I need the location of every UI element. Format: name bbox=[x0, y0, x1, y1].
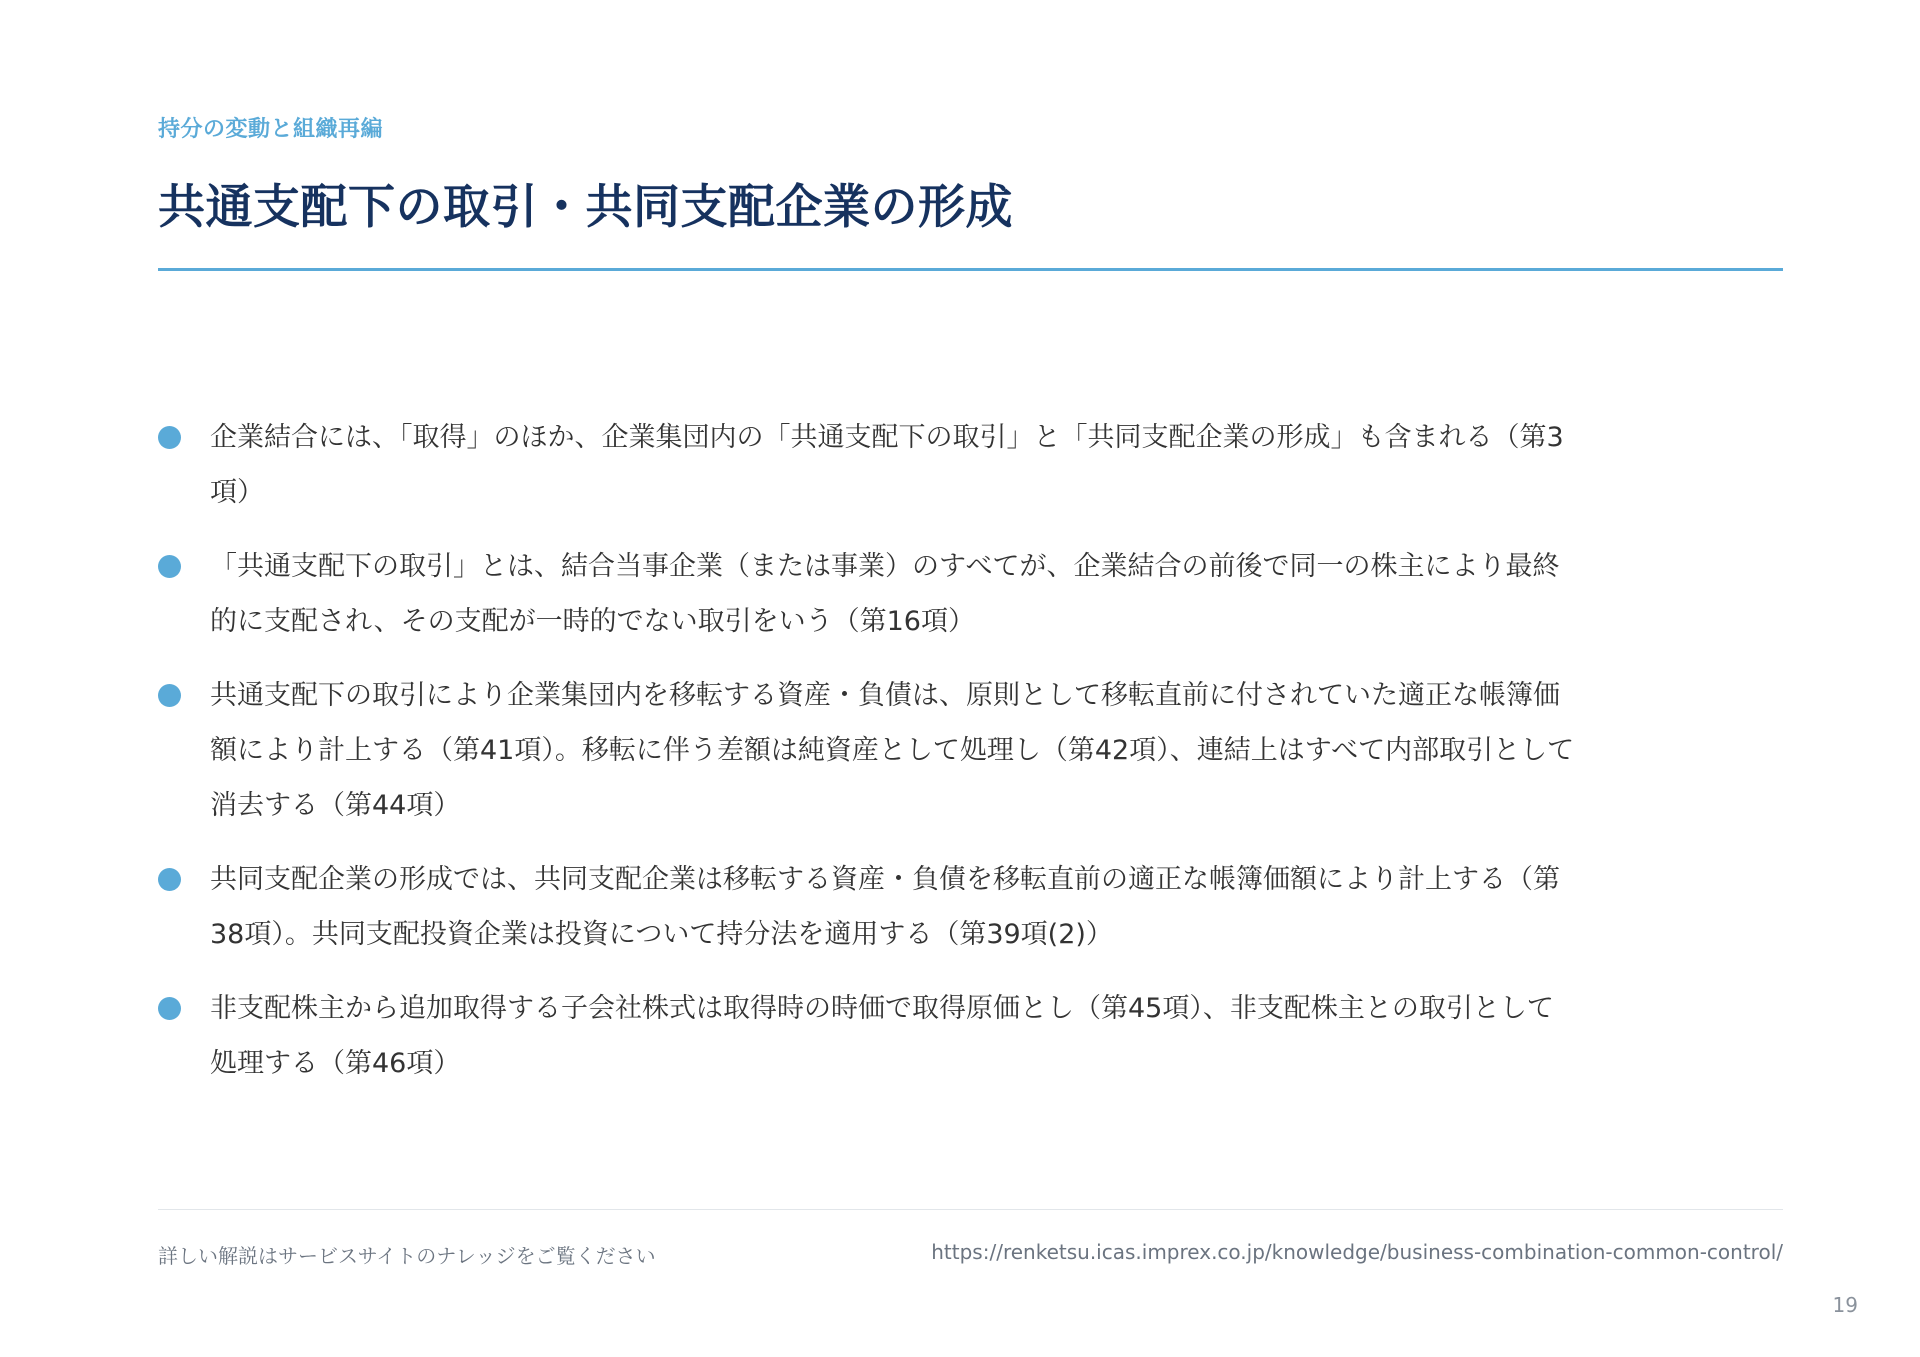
footer-divider bbox=[158, 1209, 1783, 1210]
footer-note: 詳しい解説はサービスサイトのナレッジをご覧ください bbox=[158, 1244, 656, 1268]
footer-url-link[interactable]: https://renketsu.icas.imprex.co.jp/knowledge/business-combination-common-control/ bbox=[931, 1240, 1783, 1264]
bullet-item bbox=[158, 539, 1578, 649]
bullet-text: 企業結合には、「取得」のほか、企業集団内の「共通支配下の取引」と「共同支配企業の形成」も含まれる（第3項） bbox=[210, 422, 1564, 508]
page-title: 共通支配下の取引・共同支配企業の形成 bbox=[158, 180, 1013, 235]
bullet-item bbox=[158, 981, 1578, 1091]
bullet-dot-icon bbox=[158, 997, 181, 1020]
bullet-dot-icon bbox=[158, 684, 181, 707]
bullet-item bbox=[158, 668, 1578, 833]
bullet-text: 非支配株主から追加取得する子会社株式は取得時の時価で取得原価とし（第45項）、非支配株主との取引として処理する（第46項） bbox=[210, 993, 1554, 1079]
page-number: 19 bbox=[1832, 1293, 1858, 1317]
title-divider bbox=[158, 268, 1783, 271]
bullet-dot-icon bbox=[158, 868, 181, 891]
bullet-dot-icon bbox=[158, 555, 181, 578]
bullet-item bbox=[158, 852, 1578, 962]
bullet-item bbox=[158, 410, 1578, 520]
bullet-text: 「共通支配下の取引」とは、結合当事企業（または事業）のすべてが、企業結合の前後で同一の株主により最終的に支配され、その支配が一時的でない取引をいう（第16項） bbox=[210, 551, 1560, 637]
bullet-text: 共同支配企業の形成では、共同支配企業は移転する資産・負債を移転直前の適正な帳簿価額により計上する（第38項）。共同支配投資企業は投資について持分法を適用する（第39項(2)） bbox=[210, 864, 1560, 950]
bullet-dot-icon bbox=[158, 426, 181, 449]
bullet-text: 共通支配下の取引により企業集団内を移転する資産・負債は、原則として移転直前に付されていた適正な帳簿価額により計上する（第41項）。移転に伴う差額は純資産として処理し（第42項）、連結上はすべて内部取引として消去する（第44項） bbox=[210, 680, 1575, 821]
bullet-list bbox=[158, 410, 1578, 1110]
section-label: 持分の変動と組織再編 bbox=[158, 117, 384, 142]
